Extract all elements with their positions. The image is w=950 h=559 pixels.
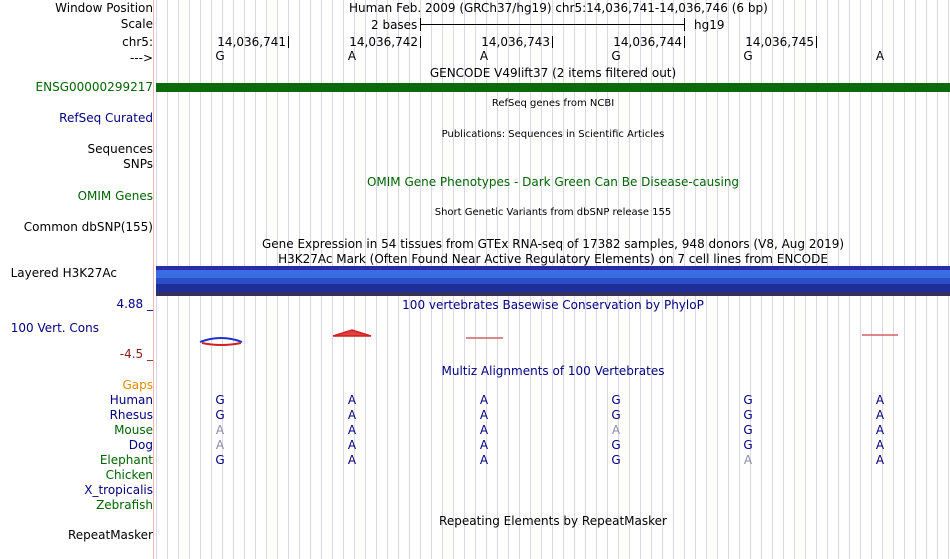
ruler-tick xyxy=(552,36,553,48)
scale-label: Scale xyxy=(120,17,153,31)
gaps-label: Gaps xyxy=(122,378,153,392)
snps-label[interactable]: SNPs xyxy=(123,157,153,171)
aligned-base: A xyxy=(875,453,885,467)
repeatmasker-label[interactable]: RepeatMasker xyxy=(67,528,153,542)
aligned-base: G xyxy=(215,408,225,422)
track-label-column xyxy=(0,0,153,559)
publications-track-title[interactable]: Publications: Sequences in Scientific Articles xyxy=(441,129,665,140)
aligned-base: A xyxy=(479,438,489,452)
window-position-value: Human Feb. 2009 (GRCh37/hg19) chr5:14,036,741-14,036,746 (6 bp) xyxy=(349,1,768,15)
reference-base: A xyxy=(347,49,357,63)
ruler-tick xyxy=(684,36,685,48)
reference-base: A xyxy=(875,49,885,63)
repeatmasker-track-title[interactable]: Repeating Elements by RepeatMasker xyxy=(439,514,667,528)
species-label-chicken[interactable]: Chicken xyxy=(105,468,153,482)
species-label-dog[interactable]: Dog xyxy=(128,438,153,452)
aligned-base: G xyxy=(743,393,753,407)
aligned-base: G xyxy=(611,393,621,407)
aligned-base: A xyxy=(479,393,489,407)
aligned-base: G xyxy=(215,453,225,467)
ruler-tick xyxy=(288,36,289,48)
scale-assembly: hg19 xyxy=(694,18,725,32)
phylop-track-title[interactable]: 100 vertebrates Basewise Conservation by PhyloP xyxy=(402,298,704,312)
species-label-zebrafish[interactable]: Zebrafish xyxy=(96,498,153,512)
species-label-human[interactable]: Human xyxy=(109,393,153,407)
window-position-label: Window Position xyxy=(55,1,153,15)
scale-bar-right-cap xyxy=(684,18,685,31)
aligned-base: G xyxy=(611,408,621,422)
ruler-tick xyxy=(420,36,421,48)
aligned-base: A xyxy=(875,393,885,407)
aligned-base: A xyxy=(347,408,357,422)
aligned-base: A xyxy=(347,438,357,452)
aligned-base: A xyxy=(347,393,357,407)
aligned-base: G xyxy=(743,423,753,437)
phylop-min-label: -4.5 _ xyxy=(119,347,153,361)
h3k27ac-track-title[interactable]: H3K27Ac Mark (Often Found Near Active Regulatory Elements) on 7 cell lines from ENCODE xyxy=(278,252,828,266)
aligned-base: G xyxy=(743,408,753,422)
aligned-base: A xyxy=(875,438,885,452)
reference-base: A xyxy=(479,49,489,63)
species-label-x-tropicalis[interactable]: X_tropicalis xyxy=(84,483,153,497)
dbsnp-track-title[interactable]: Short Genetic Variants from dbSNP release 155 xyxy=(434,207,672,218)
scale-value: 2 bases xyxy=(371,18,418,32)
aligned-base: A xyxy=(875,408,885,422)
scale-bar-left-cap xyxy=(420,18,421,31)
aligned-base: A xyxy=(743,453,753,467)
aligned-base: A xyxy=(479,408,489,422)
aligned-base: G xyxy=(215,393,225,407)
scale-bar xyxy=(420,24,685,25)
species-label-rhesus[interactable]: Rhesus xyxy=(109,408,153,422)
h3k27ac-signal-bar[interactable] xyxy=(156,266,950,296)
gencode-gene-bar[interactable] xyxy=(156,83,950,92)
ruler-position-label: 14,036,744 xyxy=(613,35,682,49)
aligned-base: A xyxy=(875,423,885,437)
species-label-elephant[interactable]: Elephant xyxy=(99,453,153,467)
omim-genes-label[interactable]: OMIM Genes xyxy=(77,189,153,203)
reference-base: G xyxy=(611,49,621,63)
gtex-track-title[interactable]: Gene Expression in 54 tissues from GTEx RNA-seq of 17382 samples, 948 donors (V8, Aug 2019) xyxy=(261,237,845,251)
phylop-track-label[interactable]: 100 Vert. Cons xyxy=(10,321,99,335)
label-divider xyxy=(153,0,154,559)
ruler-tick xyxy=(816,36,817,48)
sequences-label[interactable]: Sequences xyxy=(87,142,153,156)
multiz-track-title[interactable]: Multiz Alignments of 100 Vertebrates xyxy=(441,364,665,378)
ruler-position-label: 14,036,745 xyxy=(745,35,814,49)
phylop-max-label: 4.88 _ xyxy=(116,297,153,311)
aligned-base: A xyxy=(347,453,357,467)
aligned-base: G xyxy=(611,438,621,452)
refseq-track-title[interactable]: RefSeq genes from NCBI xyxy=(491,98,615,109)
aligned-base: A xyxy=(347,423,357,437)
refseq-curated-label[interactable]: RefSeq Curated xyxy=(59,111,153,125)
aligned-base: A xyxy=(215,423,225,437)
reference-base: G xyxy=(743,49,753,63)
reference-base: G xyxy=(215,49,225,63)
omim-track-title[interactable]: OMIM Gene Phenotypes - Dark Green Can Be Disease-causing xyxy=(366,175,740,189)
aligned-base: G xyxy=(743,438,753,452)
gencode-track-title[interactable]: GENCODE V49lift37 (2 items filtered out) xyxy=(429,66,677,80)
aligned-base: G xyxy=(611,453,621,467)
ruler-position-label: 14,036,741 xyxy=(217,35,286,49)
gencode-item-label[interactable]: ENSG00000299217 xyxy=(35,80,153,94)
aligned-base: A xyxy=(215,438,225,452)
aligned-base: A xyxy=(479,423,489,437)
species-label-mouse[interactable]: Mouse xyxy=(114,423,153,437)
strand-label: ---> xyxy=(129,51,153,65)
ruler-position-label: 14,036,742 xyxy=(349,35,418,49)
ruler-position-label: 14,036,743 xyxy=(481,35,550,49)
common-dbsnp-label[interactable]: Common dbSNP(155) xyxy=(23,220,153,234)
aligned-base: A xyxy=(611,423,621,437)
aligned-base: A xyxy=(479,453,489,467)
layered-h3k27ac-label[interactable]: Layered H3K27Ac xyxy=(10,266,117,280)
chrom-label: chr5: xyxy=(122,35,153,49)
